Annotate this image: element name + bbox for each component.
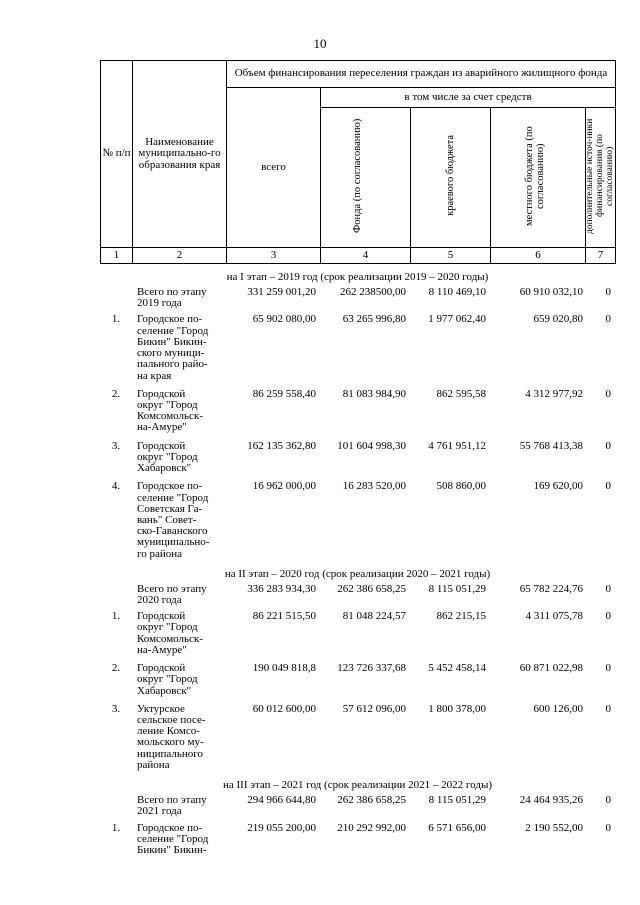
row-number: 4.: [111, 480, 121, 493]
row-local: 659 020,80: [533, 313, 583, 326]
row-name: Городской округ "Город Хабаровск": [137, 662, 198, 697]
table-row: [100, 584, 615, 606]
table-row: [100, 314, 615, 381]
row-name: Городской округ "Город Комсомольск- на-Амуре": [137, 610, 203, 656]
row-fund: 81 083 984,90: [342, 387, 406, 400]
row-number: 1.: [111, 821, 121, 834]
row-local: 55 768 413,38: [519, 439, 583, 452]
row-local: 169 620,00: [533, 480, 583, 493]
row-fund: 123 726 337,68: [337, 662, 406, 675]
row-fund: 16 283 520,00: [342, 480, 406, 493]
stage-title: на III этап – 2021 год (срок реализации 2021 – 2022 годы): [222, 779, 493, 792]
row-regional: 4 761 951,12: [428, 439, 486, 452]
row-fund: 81 048 224,57: [342, 610, 406, 623]
row-regional: 862 215,15: [436, 610, 486, 623]
row-total: 294 966 644,80: [247, 794, 316, 807]
row-local: 4 312 977,92: [525, 387, 583, 400]
col-number: 3: [227, 248, 321, 264]
row-regional: 5 452 458,14: [428, 662, 486, 675]
row-name: Городское по- селение "Город Бикин" Бикин-: [137, 821, 209, 856]
col-number: 5: [411, 248, 491, 264]
row-number: 3.: [111, 439, 121, 452]
row-additional: 0: [605, 702, 611, 715]
header-total: всего: [227, 88, 321, 248]
row-local: 600 126,00: [533, 702, 583, 715]
col-number: 6: [491, 248, 586, 264]
row-fund: 63 265 996,80: [342, 313, 406, 326]
table-row: [100, 663, 615, 697]
table-row: [100, 389, 615, 434]
row-additional: 0: [605, 286, 611, 298]
row-additional: 0: [605, 582, 611, 595]
row-local: 2 190 552,00: [525, 821, 583, 834]
row-regional: 8 115 051,29: [428, 794, 486, 807]
row-additional: 0: [605, 480, 611, 493]
table-row: [100, 287, 615, 309]
header-name: Наименование муниципально-го образования края: [133, 61, 227, 248]
row-name: Городское по- селение "Город Советская Га- вань" Совет- ско-Гаванского муниципально- го района: [137, 480, 210, 560]
col-number: 7: [586, 248, 616, 264]
header-fund: Фонда (по согласованию): [321, 108, 411, 248]
row-number: 1.: [111, 610, 121, 623]
row-fund: 57 612 096,00: [342, 702, 406, 715]
row-number: 2.: [111, 387, 121, 400]
row-additional: 0: [605, 313, 611, 326]
row-name: Городской округ "Город Комсомольск- на-Амуре": [137, 387, 203, 434]
row-fund: 262 238500,00: [340, 286, 406, 298]
row-total: 219 055 200,00: [247, 821, 316, 834]
header-additional: дополнительные источ-ники финансирования (по согласованию): [586, 108, 616, 248]
table-row: [100, 704, 615, 771]
table-row: [100, 611, 615, 656]
header-regional: краевого бюджета: [411, 108, 491, 248]
row-total: 190 049 818,8: [252, 662, 316, 675]
row-total: 86 221 515,50: [252, 610, 316, 623]
row-regional: 1 977 062,40: [428, 313, 486, 326]
row-regional: 1 800 378,00: [428, 702, 486, 715]
stage-title: на I этап – 2019 год (срок реализации 2019 – 2020 годы): [226, 271, 489, 283]
row-fund: 210 292 992,00: [337, 821, 406, 834]
row-local: 60 910 032,10: [519, 286, 583, 298]
col-number: 4: [321, 248, 411, 264]
header-local: местного бюджета (по согласованию): [491, 108, 586, 248]
row-additional: 0: [605, 610, 611, 623]
col-number: 1: [101, 248, 133, 264]
row-total: 331 259 001,20: [247, 286, 316, 298]
stage-title: на II этап – 2020 год (срок реализации 2020 – 2021 годы): [224, 567, 491, 580]
row-additional: 0: [605, 387, 611, 400]
row-number: 1.: [111, 313, 121, 326]
table-row: [100, 441, 615, 475]
row-name: Всего по этапу 2020 года: [137, 582, 207, 607]
row-regional: 8 110 469,10: [428, 286, 486, 298]
table-body: [100, 270, 615, 863]
row-additional: 0: [605, 794, 611, 807]
row-total: 162 135 362,80: [247, 439, 316, 452]
row-name: Уктурское сельское посе- ление Комсо- мольского му- ниципального района: [137, 702, 206, 771]
row-name: Всего по этапу 2019 года: [137, 286, 207, 310]
row-regional: 8 115 051,29: [428, 582, 486, 595]
table-row: [100, 823, 615, 857]
row-regional: 862 595,58: [436, 387, 486, 400]
row-total: 336 283 934,30: [247, 582, 316, 595]
header-num: № п/п: [101, 61, 133, 248]
row-total: 65 902 080,00: [252, 313, 316, 326]
row-local: 65 782 224,76: [519, 582, 583, 595]
row-regional: 6 571 656,00: [428, 821, 486, 834]
row-number: 2.: [111, 662, 121, 675]
row-name: Городское по- селение "Город Бикин" Бикин- ского муници- пального райо- на края: [137, 313, 209, 382]
table-row: [100, 481, 615, 560]
row-additional: 0: [605, 662, 611, 675]
row-fund: 262 386 658,25: [337, 794, 406, 807]
row-local: 60 871 022,98: [519, 662, 583, 675]
row-additional: 0: [605, 821, 611, 834]
row-regional: 508 860,00: [436, 480, 486, 493]
row-name: Всего по этапу 2021 года: [137, 794, 207, 818]
page-number: 10: [313, 36, 327, 51]
row-local: 24 464 935,26: [519, 794, 583, 807]
row-fund: 262 386 658,25: [337, 582, 406, 595]
table-header: [100, 60, 616, 264]
row-total: 16 962 000,00: [252, 480, 316, 493]
table-row: [100, 795, 615, 817]
row-total: 60 012 600,00: [252, 702, 316, 715]
row-additional: 0: [605, 439, 611, 452]
row-name: Городской округ "Город Хабаровск": [137, 439, 198, 475]
col-number: 2: [133, 248, 227, 264]
row-fund: 101 604 998,30: [337, 439, 406, 452]
row-number: 3.: [111, 702, 121, 715]
header-including: в том числе за счет средств: [321, 88, 616, 108]
row-local: 4 311 075,78: [525, 610, 583, 623]
row-total: 86 259 558,40: [252, 387, 316, 400]
header-financing: Объем финансирования переселения граждан из аварийного жилищного фонда: [227, 61, 616, 88]
